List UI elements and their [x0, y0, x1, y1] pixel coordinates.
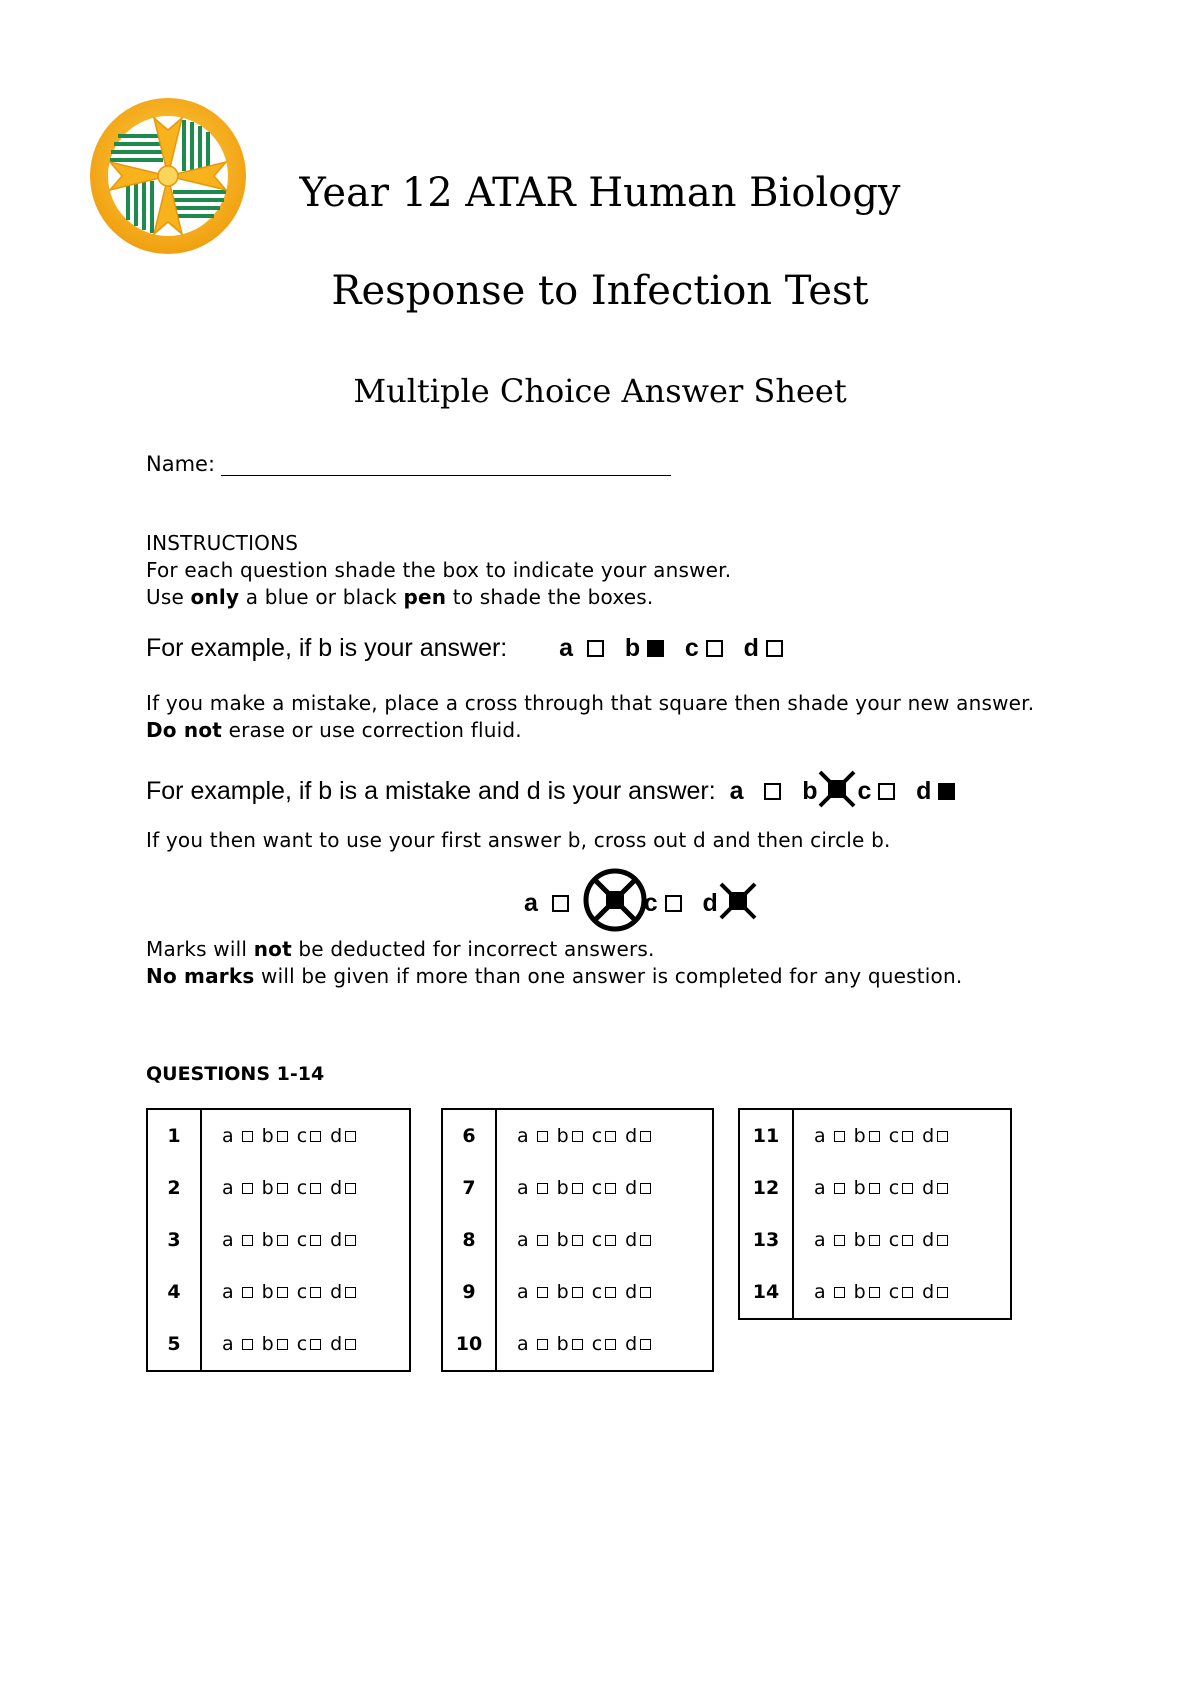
question-number: 12	[739, 1162, 793, 1214]
option-label-c: c	[591, 1177, 603, 1199]
question-number: 6	[442, 1109, 496, 1162]
answer-checkbox-c[interactable]	[605, 1287, 616, 1298]
question-number: 13	[739, 1214, 793, 1266]
option-label-b: b	[261, 1333, 274, 1355]
marks-line-1: Marks will not be deducted for incorrect answers.	[146, 937, 655, 961]
answer-checkbox-c[interactable]	[310, 1339, 321, 1350]
answer-options	[201, 1162, 410, 1214]
answer-checkbox-b[interactable]	[869, 1131, 880, 1142]
empty-square-icon	[764, 783, 781, 800]
option-label-b: b	[556, 1177, 569, 1199]
school-crest-icon	[88, 96, 248, 256]
option-label-d: d	[625, 1281, 638, 1303]
answer-options	[201, 1318, 410, 1371]
example-1-text: For example, if b is your answer:	[146, 634, 508, 662]
option-label-a: a	[814, 1281, 826, 1303]
answer-checkbox-c[interactable]	[605, 1131, 616, 1142]
option-label-b: b	[556, 1229, 569, 1251]
answer-checkbox-a[interactable]	[242, 1131, 253, 1142]
answer-checkbox-c[interactable]	[310, 1235, 321, 1246]
answer-checkbox-c[interactable]	[605, 1339, 616, 1350]
option-label-a: a	[517, 1281, 529, 1303]
question-row	[442, 1318, 713, 1371]
answer-checkbox-c[interactable]	[902, 1131, 913, 1142]
option-label-d: d	[922, 1281, 935, 1303]
question-row	[147, 1318, 410, 1371]
crossed-filled-square-icon	[817, 769, 857, 809]
question-number: 5	[147, 1318, 201, 1371]
question-row	[147, 1109, 410, 1162]
question-row	[739, 1162, 1011, 1214]
document-title: Year 12 ATAR Human Biology	[299, 170, 901, 216]
answer-options	[496, 1162, 713, 1214]
question-number: 8	[442, 1214, 496, 1266]
question-number: 4	[147, 1266, 201, 1318]
option-label-a: a	[517, 1229, 529, 1251]
answer-checkbox-b[interactable]	[277, 1131, 288, 1142]
option-label-b: b	[853, 1125, 866, 1147]
answer-checkbox-c[interactable]	[902, 1183, 913, 1194]
answer-checkbox-d[interactable]	[937, 1131, 948, 1142]
option-label-c: c	[591, 1281, 603, 1303]
answer-checkbox-a[interactable]	[242, 1183, 253, 1194]
answer-checkbox-d[interactable]	[640, 1131, 651, 1142]
answer-checkbox-d[interactable]	[345, 1183, 356, 1194]
option-label-c: c	[591, 1229, 603, 1251]
answer-checkbox-d[interactable]	[937, 1235, 948, 1246]
question-row	[147, 1266, 410, 1318]
answer-checkbox-b[interactable]	[277, 1339, 288, 1350]
option-label-c: c	[888, 1229, 900, 1251]
option-label-b: b	[556, 1333, 569, 1355]
option-label-a: a	[517, 1125, 529, 1147]
answer-checkbox-d[interactable]	[640, 1287, 651, 1298]
answer-checkbox-a[interactable]	[834, 1287, 845, 1298]
answer-checkbox-c[interactable]	[605, 1235, 616, 1246]
answer-checkbox-d[interactable]	[345, 1131, 356, 1142]
answer-checkbox-c[interactable]	[310, 1183, 321, 1194]
option-label-b: b	[261, 1125, 274, 1147]
answer-checkbox-d[interactable]	[345, 1339, 356, 1350]
filled-square-icon	[647, 640, 664, 657]
answer-checkbox-a[interactable]	[537, 1131, 548, 1142]
question-number: 3	[147, 1214, 201, 1266]
mistake-line-2: Do not erase or use correction fluid.	[146, 718, 522, 742]
option-label-c: c	[888, 1281, 900, 1303]
answer-checkbox-a[interactable]	[834, 1235, 845, 1246]
filled-square-icon	[938, 783, 955, 800]
option-label-b: b	[261, 1177, 274, 1199]
question-row	[147, 1214, 410, 1266]
question-number: 10	[442, 1318, 496, 1371]
answer-options	[496, 1214, 713, 1266]
question-number: 7	[442, 1162, 496, 1214]
example-2-text: For example, if b is a mistake and d is your answer:	[146, 777, 716, 805]
option-label-c: c	[591, 1125, 603, 1147]
option-label-c: c	[888, 1125, 900, 1147]
option-label-b: b	[556, 1125, 569, 1147]
answer-checkbox-c[interactable]	[310, 1131, 321, 1142]
empty-square-icon	[766, 640, 783, 657]
option-label-b: b	[261, 1229, 274, 1251]
empty-square-icon	[587, 640, 604, 657]
question-row	[739, 1266, 1011, 1319]
answer-checkbox-c[interactable]	[310, 1287, 321, 1298]
crossed-filled-square-icon	[718, 881, 758, 921]
question-number: 14	[739, 1266, 793, 1319]
answer-checkbox-a[interactable]	[537, 1339, 548, 1350]
option-label-a: a	[814, 1177, 826, 1199]
option-label-d: d	[330, 1125, 343, 1147]
option-label-b: b	[853, 1229, 866, 1251]
option-label-c: c	[888, 1177, 900, 1199]
answer-checkbox-a[interactable]	[537, 1235, 548, 1246]
option-label-d: d	[625, 1229, 638, 1251]
option-label-a: a	[222, 1177, 234, 1199]
answer-checkbox-b[interactable]	[869, 1183, 880, 1194]
option-label-d: d	[922, 1125, 935, 1147]
answer-options	[496, 1266, 713, 1318]
example-1: For example, if b is your answer: a b c d	[146, 634, 1146, 663]
answer-options	[793, 1266, 1011, 1319]
option-label-a: a	[517, 1333, 529, 1355]
option-label-a: a	[814, 1125, 826, 1147]
answer-checkbox-b[interactable]	[869, 1235, 880, 1246]
answer-checkbox-b[interactable]	[277, 1287, 288, 1298]
option-label-a: a	[814, 1229, 826, 1251]
empty-square-icon	[706, 640, 723, 657]
answer-checkbox-a[interactable]	[242, 1235, 253, 1246]
option-label-c: c	[591, 1333, 603, 1355]
name-underline[interactable]	[221, 453, 671, 476]
answer-options	[793, 1109, 1011, 1162]
answer-checkbox-b[interactable]	[277, 1235, 288, 1246]
question-number: 11	[739, 1109, 793, 1162]
answer-options	[793, 1162, 1011, 1214]
marks-info	[146, 936, 962, 990]
answer-options	[201, 1214, 410, 1266]
question-row	[739, 1109, 1011, 1162]
answer-checkbox-d[interactable]	[937, 1287, 948, 1298]
option-label-d: d	[922, 1177, 935, 1199]
test-title: Response to Infection Test	[331, 268, 869, 314]
option-label-a: a	[517, 1177, 529, 1199]
option-label-c: c	[296, 1281, 308, 1303]
option-label-d: d	[330, 1281, 343, 1303]
answer-checkbox-a[interactable]	[242, 1287, 253, 1298]
instructions-line-1: For each question shade the box to indicate your answer.	[146, 558, 732, 582]
questions-heading: QUESTIONS 1-14	[146, 1063, 325, 1085]
mistake-instructions	[146, 690, 1034, 744]
circled-crossed-square-icon	[582, 867, 648, 933]
option-label-d: d	[922, 1229, 935, 1251]
sheet-title: Multiple Choice Answer Sheet	[353, 372, 847, 410]
empty-square-icon	[878, 783, 895, 800]
answer-grid-3	[738, 1108, 1012, 1320]
question-number: 1	[147, 1109, 201, 1162]
answer-checkbox-d[interactable]	[640, 1235, 651, 1246]
example-3: a c d	[524, 867, 884, 933]
answer-grid-2	[441, 1108, 714, 1372]
answer-options	[201, 1266, 410, 1318]
option-label-a: a	[222, 1281, 234, 1303]
option-label-c: c	[296, 1125, 308, 1147]
answer-checkbox-d[interactable]	[345, 1235, 356, 1246]
answer-options	[793, 1214, 1011, 1266]
answer-checkbox-c[interactable]	[902, 1235, 913, 1246]
answer-checkbox-c[interactable]	[902, 1287, 913, 1298]
answer-checkbox-b[interactable]	[869, 1287, 880, 1298]
option-label-d: d	[625, 1125, 638, 1147]
answer-checkbox-d[interactable]	[640, 1339, 651, 1350]
answer-checkbox-d[interactable]	[345, 1287, 356, 1298]
answer-checkbox-d[interactable]	[640, 1183, 651, 1194]
answer-checkbox-b[interactable]	[277, 1183, 288, 1194]
question-row	[442, 1214, 713, 1266]
instructions-heading: INSTRUCTIONS	[146, 531, 299, 555]
answer-checkbox-a[interactable]	[537, 1287, 548, 1298]
question-row	[442, 1266, 713, 1318]
answer-options	[201, 1109, 410, 1162]
option-label-d: d	[625, 1177, 638, 1199]
option-label-c: c	[296, 1333, 308, 1355]
option-label-a: a	[222, 1229, 234, 1251]
option-label-b: b	[853, 1281, 866, 1303]
option-label-b: b	[556, 1281, 569, 1303]
option-label-d: d	[330, 1177, 343, 1199]
name-label: Name:	[146, 452, 216, 476]
answer-checkbox-a[interactable]	[242, 1339, 253, 1350]
answer-checkbox-b[interactable]	[572, 1131, 583, 1142]
question-number: 9	[442, 1266, 496, 1318]
option-label-d: d	[625, 1333, 638, 1355]
question-row	[147, 1162, 410, 1214]
answer-checkbox-b[interactable]	[572, 1287, 583, 1298]
option-label-b: b	[853, 1177, 866, 1199]
mistake-line-1: If you make a mistake, place a cross through that square then shade your new answer.	[146, 691, 1035, 715]
question-row	[739, 1214, 1011, 1266]
answer-checkbox-a[interactable]	[834, 1131, 845, 1142]
marks-line-2: No marks will be given if more than one answer is completed for any question.	[146, 964, 963, 988]
question-number: 2	[147, 1162, 201, 1214]
empty-square-icon	[552, 895, 569, 912]
answer-checkbox-c[interactable]	[605, 1183, 616, 1194]
answer-checkbox-a[interactable]	[834, 1183, 845, 1194]
option-label-b: b	[261, 1281, 274, 1303]
name-field[interactable]	[146, 452, 671, 476]
example-2: For example, if b is a mistake and d is your answer: a b c d	[146, 769, 1186, 809]
option-label-c: c	[296, 1229, 308, 1251]
answer-checkbox-b[interactable]	[572, 1183, 583, 1194]
answer-checkbox-b[interactable]	[572, 1339, 583, 1350]
instructions-block	[146, 530, 731, 611]
question-row	[442, 1109, 713, 1162]
answer-options	[496, 1318, 713, 1371]
question-row	[442, 1162, 713, 1214]
empty-square-icon	[665, 895, 682, 912]
option-label-a: a	[222, 1333, 234, 1355]
answer-options	[496, 1109, 713, 1162]
revert-instruction: If you then want to use your first answer b, cross out d and then circle b.	[146, 828, 891, 852]
answer-checkbox-b[interactable]	[572, 1235, 583, 1246]
option-label-c: c	[296, 1177, 308, 1199]
option-label-d: d	[330, 1333, 343, 1355]
answer-checkbox-a[interactable]	[537, 1183, 548, 1194]
option-label-d: d	[330, 1229, 343, 1251]
answer-grid-1	[146, 1108, 411, 1372]
option-label-a: a	[222, 1125, 234, 1147]
answer-checkbox-d[interactable]	[937, 1183, 948, 1194]
instructions-line-2: Use only a blue or black pen to shade the boxes.	[146, 585, 654, 609]
